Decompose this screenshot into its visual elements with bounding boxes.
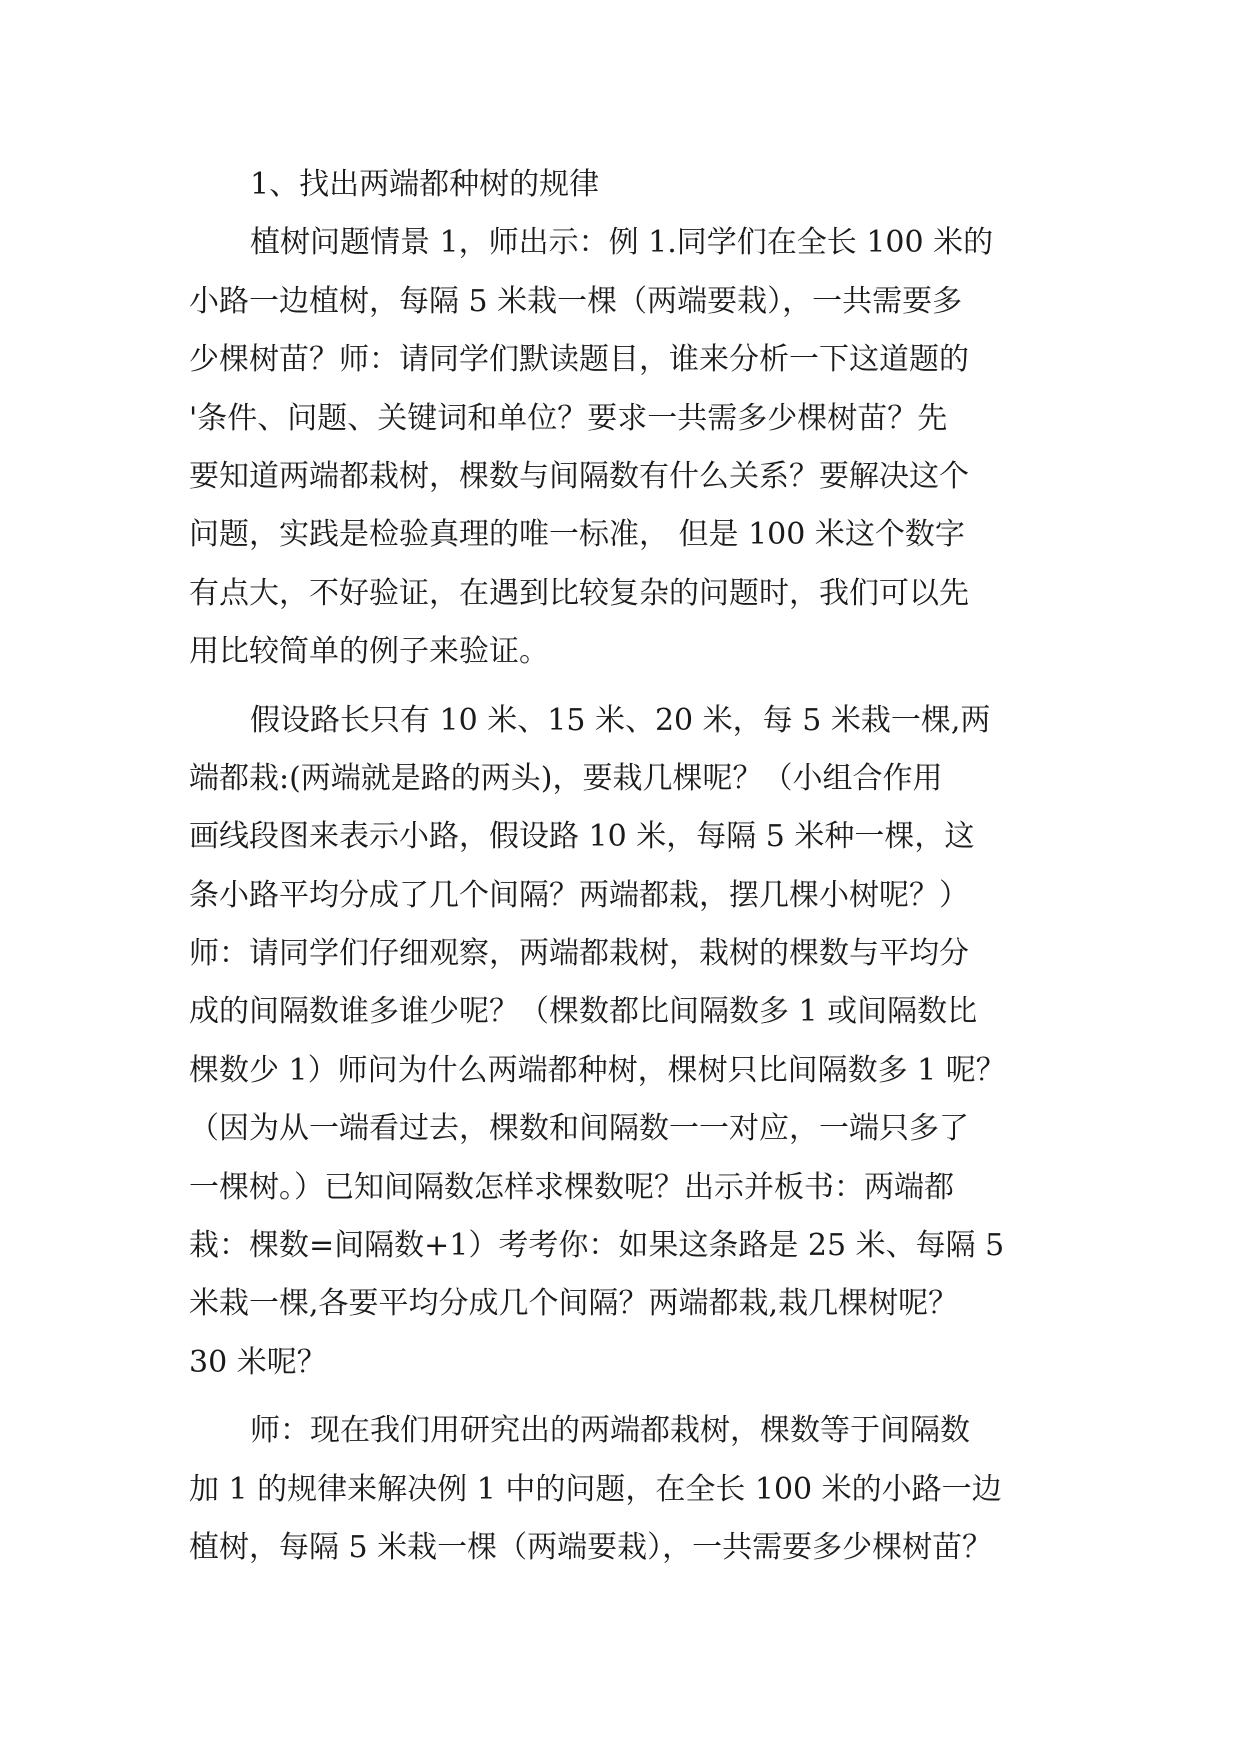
paragraph-line: '条件、问题、关键词和单位？要求一共需多少棵树苗？先 [189,400,948,436]
paragraph-line: 端都栽:(两端就是路的两头)，要栽几棵呢？（小组合作用 [189,760,943,796]
paragraph-line: 植树，每隔 5 米栽一棵（两端要栽），一共需要多少棵树苗？ [189,1529,993,1565]
paragraph-line: 师：现在我们用研究出的两端都栽树，棵数等于间隔数 [250,1413,970,1449]
paragraph-line: 一棵树。）已知间隔数怎样求棵数呢？出示并板书：两端都 [189,1169,954,1205]
paragraph-3 [189,1402,1069,1577]
paragraph-line: 假设路长只有 10 米、15 米、20 米，每 5 米栽一棵,两 [250,702,991,738]
paragraph-line: 要知道两端都栽树，棵数与间隔数有什么关系？要解决这个 [189,458,969,494]
paragraph-line: 栽：棵数=间隔数+1）考考你：如果这条路是 25 米、每隔 5 [189,1228,1005,1264]
paragraph-line: 用比较简单的例子来验证。 [189,634,549,670]
paragraph-line: 棵数少 1）师问为什么两端都种树，棵树只比间隔数多 1 呢？ [189,1052,1006,1088]
paragraph-line: （因为从一端看过去，棵数和间隔数一一对应，一端只多了 [189,1111,969,1147]
paragraph-2 [189,692,1069,1393]
paragraph-line: 问题，实践是检验真理的唯一标准， 但是 100 米这个数字 [189,517,965,553]
paragraph-line: 成的间隔数谁多谁少呢？（棵数都比间隔数多 1 或间隔数比 [189,994,978,1030]
paragraph-line: 小路一边植树，每隔 5 米栽一棵（两端要栽），一共需要多 [189,283,963,319]
paragraph-line: 加 1 的规律来解决例 1 中的问题，在全长 100 米的小路一边 [189,1471,1002,1507]
section-heading: 1、找出两端都种树的规律 [250,167,600,202]
paragraph-line: 少棵树苗？师：请同学们默读题目，谁来分析一下这道题的 [189,342,969,378]
document-body [189,156,1069,1577]
paragraph-line: 30 米呢？ [189,1344,327,1380]
paragraph-line: 有点大，不好验证，在遇到比较复杂的问题时，我们可以先 [189,575,969,611]
paragraph-line: 画线段图来表示小路，假设路 10 米，每隔 5 米种一棵，这 [189,819,975,855]
paragraph-1 [189,214,1069,681]
paragraph-line: 条小路平均分成了几个间隔？两端都栽，摆几棵小树呢？） [189,877,969,913]
paragraph-line: 植树问题情景 1，师出示：例 1.同学们在全长 100 米的 [250,225,994,261]
paragraph-line: 师：请同学们仔细观察，两端都栽树，栽树的棵数与平均分 [189,936,969,972]
paragraph-line: 米栽一棵,各要平均分成几个间隔？两端都栽,栽几棵树呢？ [189,1286,959,1322]
